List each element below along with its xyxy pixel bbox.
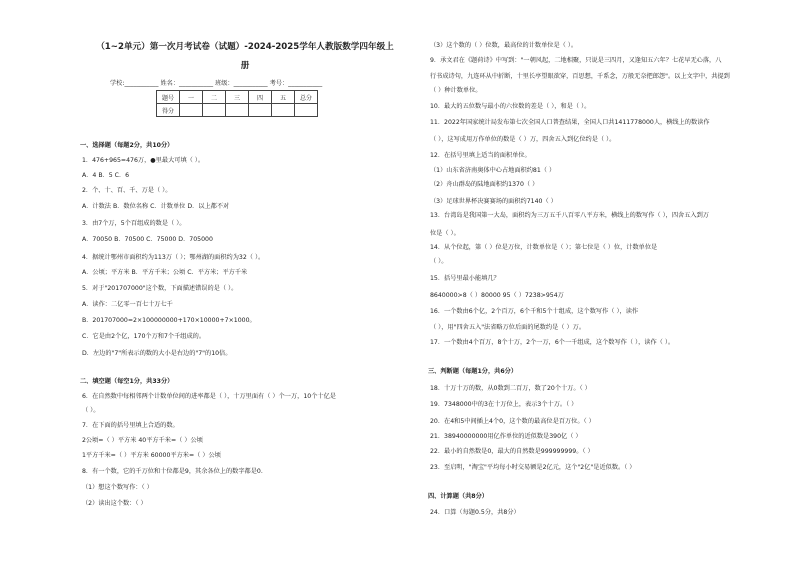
question-line: A．计数法 B．数位名称 C．计数单位 D．以上都不对 [82,203,230,210]
question-line: 22．最小的自然数是0，最大的自然数是999999999。（ ） [430,448,594,455]
section-heading: 三、判断题（每题1分，共6分） [428,368,518,375]
question-line: A．公顷；平方米 B．平方千米；公顷 C．平方米；平方千米 [82,269,248,276]
question-line: （ ），这写成用万作单位的数是（ ）万，四舍五入到亿位约是（ ）。 [430,136,616,143]
score-table-header-cell: 五 [272,91,295,104]
question-line: （2）舟山群岛的陆地面积约1370（ ） [430,181,539,188]
right-column [428,0,758,562]
question-line: 12．在括号里填上适当的面积单位。 [430,152,531,159]
question-line: 23．至启明，"淘宝"平均每小时交易额是2亿元，这个"2亿"是近似数。（ ） [430,464,636,471]
question-line: （1）山东省济南奥体中心占地面积约81（ ） [430,167,556,174]
question-line: 19．7348000中的3在十万位上，表示3个十万。（ ） [430,401,578,408]
question-line: 11．2022年国家统计局发布第七次全国人口普查结果，全国人口共1411778000人，横线上的数读作 [430,119,710,126]
question-line: 15．括号里最小能填几？ [430,275,500,282]
question-line: 20．在4和5中间插上4个0，这个数的最高位是百万位。（ ） [430,418,595,425]
question-line: （3）足球世界杯决赛赛场的面积约7140（ ） [430,198,557,205]
question-line: 1平方千米=（ ）平方米 60000平方米=（ ）公顷 [82,452,221,459]
question-line: 9．承文君在《题荷诗》中写到："一朝风起，二地相聚，只说是三四月，又逢知五六年？七花早无心落，八 [430,57,722,64]
question-line: （1）想这个数写作：（ ） [82,484,153,491]
score-table-header-cell: 三 [226,91,249,104]
question-line: A．70050 B．70500 C．75000 D．705000 [82,236,213,243]
question-line: （3）这个数的（ ）位数，最高位的计数单位是（ ）。 [430,42,578,49]
section-heading: 二、填空题（每空1分，共33分） [80,378,174,385]
question-line: （ ），用"四舍五入"法省略万位后面的尾数约是（ ）万。 [430,324,586,331]
question-line: 3．由7个万，5个百组成的数是（ ）。 [82,220,186,227]
question-line: 14．从个位起，第（ ）位是万位，计数单位是（ ）；第七位是（ ）位，计数单位是 [430,244,658,251]
question-line: 位是（ ）。 [430,230,460,237]
question-line: 7．在下面的括号里填上合适的数。 [82,422,179,429]
question-line: （ ）。 [82,407,100,414]
section-heading: 四、计算题（共8分） [428,493,488,500]
score-table-header-cell: 总分 [295,91,318,104]
question-line: 4．据统计鄂州市面积约为113万（ ）；鄂州湖的面积约为32（ ）。 [82,254,265,261]
question-line: D．左边的"7"所表示的数的大小是右边的"7"的10倍。 [82,350,232,357]
question-line: C．它是由2个亿，170个万和7个千组成的。 [82,333,206,340]
score-table-header-cell: 二 [203,91,226,104]
question-line: （ ）种计数单位。 [430,87,482,94]
left-column [80,0,398,562]
question-line: （2）读出这个数：（ ） [82,500,147,507]
score-table-header-cell: 一 [180,91,203,104]
question-line: 16．一个数由6个亿，2个百万，6个千和5个十组成，这个数写作（ ），读作 [430,308,639,315]
student-info-fields: 学校:___________ 姓名：___________ 班级：___________ 考号：___________ [110,80,323,87]
question-line: 10．最大的五位数与最小的六位数的差是（ ），和是（ ）。 [430,103,591,110]
question-line: 8640000>8（ ）80000 95（ ）7238>954万 [430,292,564,299]
question-line: 21．38940000000用亿作单位的近似数是390亿（ ） [430,433,582,440]
question-line: （ ）。 [430,258,448,265]
question-line: 24．口算（每题0.5分，共8分） [430,509,520,516]
question-line: 行书成诗句，九连环从中折断，十里长亭望眼欲穿，百思想，千系念，万般无奈把郎怨"。以上文字中，共提到 [430,73,730,80]
question-line: 18．十万十万的数，从0数到二百万，数了20个十万。（ ） [430,385,591,392]
question-line: 2公顷=（ ）平方米 40平方千米=（ ）公顷 [82,437,203,444]
question-line: 2．个、十、百、千、万是（ ）。 [82,187,172,194]
exam-title-line2: 册 [240,61,250,71]
score-table-header-cell: 题号 [157,91,180,104]
question-line: A．读作：二亿零一百七十万七千 [82,301,173,308]
question-line: B．201707000=2×100000000+170×10000+7×1000。 [82,317,256,324]
score-table-header-cell: 四 [249,91,272,104]
score-table-row-label: 得分 [157,104,180,117]
question-line: 8．有一个数，它的千万位和十位都是9，其余各位上的数字都是0. [82,468,263,475]
question-line: 17．一个数由4个百万，8个十万，2个一万，6个一千组成，这个数写作（ ），读作（ ）。 [430,339,675,346]
question-line: 1．476+965=476万，●里最大可填（ ）。 [82,157,205,164]
exam-title-line1: （1~2单元）第一次月考试卷（试题）-2024-2025学年人教版数学四年级上 [96,42,394,52]
question-line: 13．台湾岛是我国第一大岛，面积约为三万五千八百零八平方米，横线上的数写作（ ），四舍五入到万 [430,212,709,219]
question-line: 6．在自然数中每相邻两个计数单位间的进率都是（ ），十万里面有（ ）个一万，10个十亿是 [82,393,336,400]
question-line: A．4 B．5 C．6 [82,172,130,179]
section-heading: 一、选择题（每题2分，共10分） [80,142,174,149]
question-line: 5．对于"201707000"这个数，下面描述错误的是（ ）。 [82,285,238,292]
